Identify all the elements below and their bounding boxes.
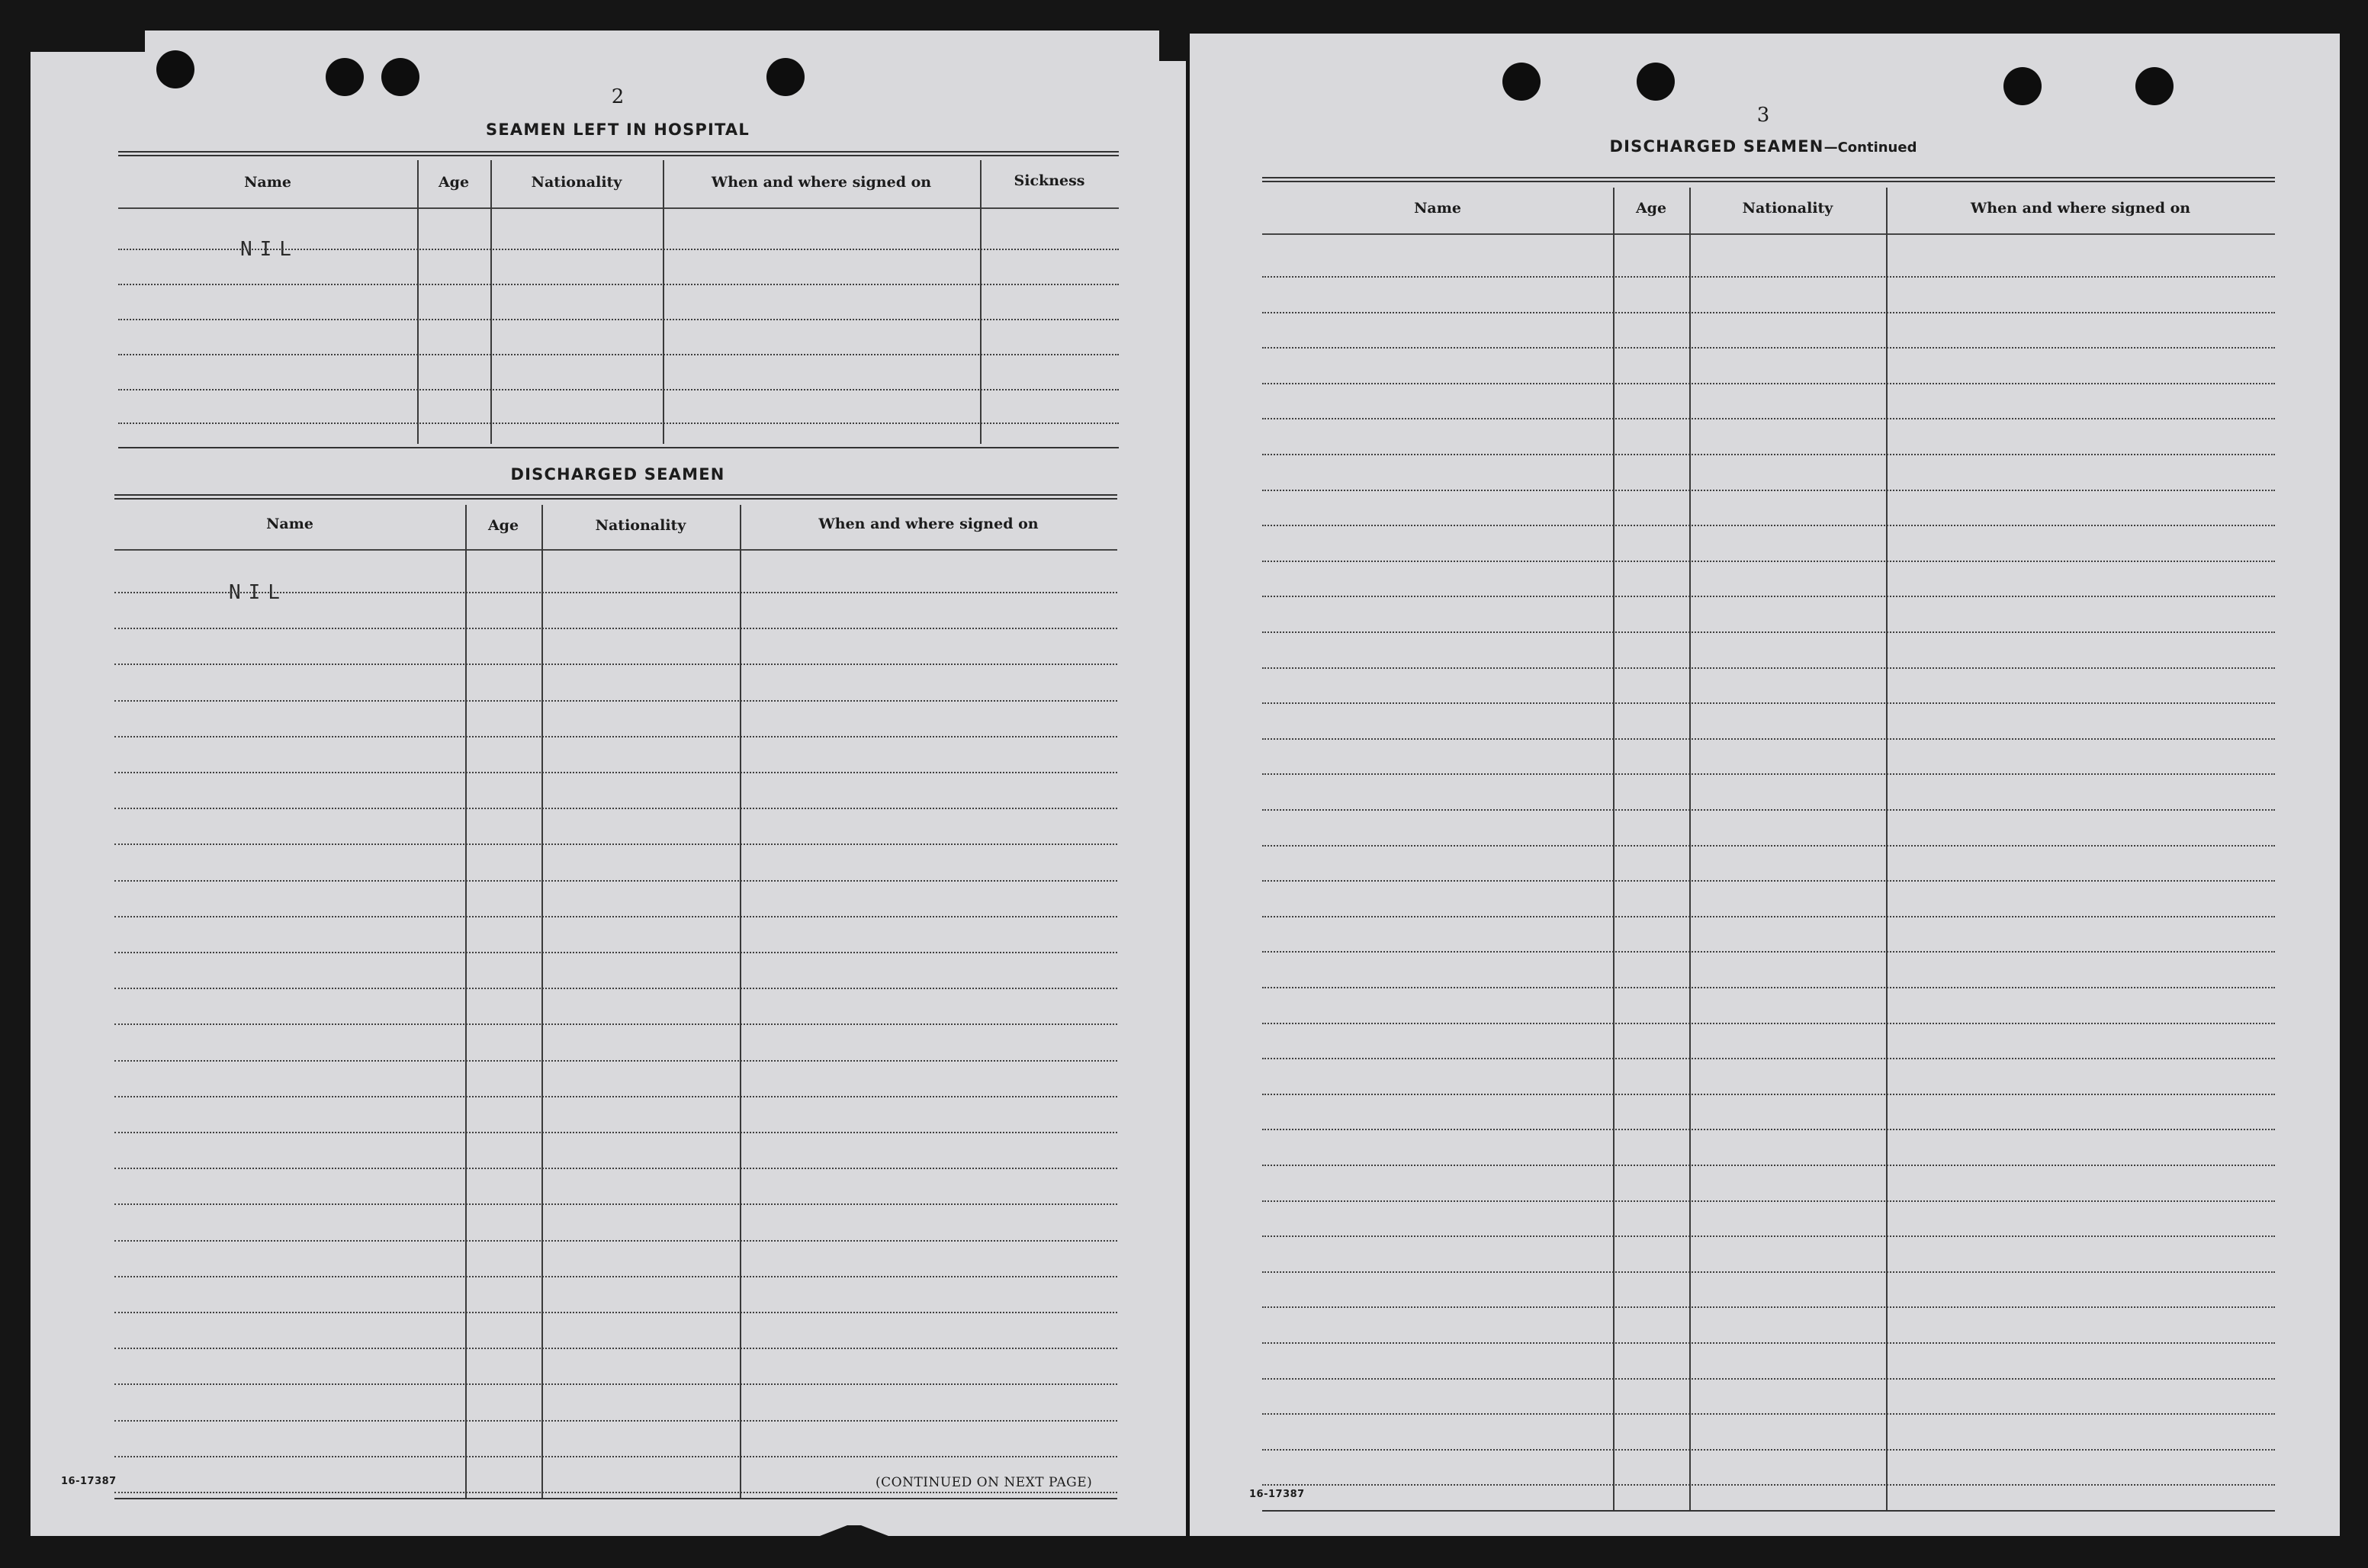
table-row bbox=[114, 1203, 1117, 1205]
discharged-table bbox=[114, 494, 1117, 1499]
table-row bbox=[1262, 702, 2275, 704]
section-title-suffix: —Continued bbox=[1823, 140, 1917, 156]
discharged-continued-table bbox=[1262, 177, 2275, 1512]
table-row bbox=[1262, 525, 2275, 526]
table-row bbox=[118, 423, 1119, 424]
table-row bbox=[1262, 347, 2275, 349]
table-bottom-rule bbox=[1262, 1510, 2275, 1512]
column-header-nationality: Nationality bbox=[595, 517, 686, 534]
torn-edge bbox=[1159, 31, 1186, 61]
table-row bbox=[1262, 1023, 2275, 1024]
table-row bbox=[114, 1132, 1117, 1133]
table-row bbox=[1262, 1449, 2275, 1451]
table-row bbox=[1262, 916, 2275, 917]
table-row bbox=[1262, 880, 2275, 882]
table-row bbox=[1262, 987, 2275, 988]
table-row bbox=[114, 843, 1117, 845]
table-row bbox=[1262, 561, 2275, 562]
table-row bbox=[1262, 490, 2275, 491]
binder-hole bbox=[2135, 67, 2174, 105]
table-row bbox=[1262, 1342, 2275, 1344]
table-row bbox=[1262, 1200, 2275, 1202]
column-header-signed-on: When and where signed on bbox=[818, 516, 1039, 532]
table-row bbox=[1262, 1271, 2275, 1273]
table-row bbox=[114, 1096, 1117, 1097]
column-header-signed-on: When and where signed on bbox=[711, 174, 932, 191]
table-row bbox=[1262, 454, 2275, 455]
table-row bbox=[114, 1276, 1117, 1277]
table-row bbox=[114, 628, 1117, 629]
continued-note: (CONTINUED ON NEXT PAGE) bbox=[876, 1475, 1093, 1490]
column-divider bbox=[1689, 188, 1691, 1510]
table-row bbox=[114, 1240, 1117, 1242]
column-divider bbox=[1886, 188, 1888, 1510]
table-row bbox=[1262, 773, 2275, 775]
section-title-discharged: DISCHARGED SEAMEN bbox=[510, 465, 725, 484]
right-page bbox=[1190, 34, 2340, 1536]
table-row bbox=[114, 1348, 1117, 1349]
table-row bbox=[118, 319, 1119, 320]
column-header-name: Name bbox=[1414, 200, 1461, 217]
binder-hole bbox=[766, 58, 805, 96]
entry-nil: NIL bbox=[229, 581, 288, 604]
table-row bbox=[118, 249, 1119, 250]
torn-edge bbox=[31, 31, 145, 52]
page-number: 3 bbox=[1756, 104, 1770, 127]
binder-hole bbox=[1637, 63, 1675, 101]
column-divider bbox=[490, 160, 492, 444]
table-row bbox=[114, 1060, 1117, 1062]
torn-edge bbox=[820, 1525, 888, 1536]
column-header-nationality: Nationality bbox=[531, 174, 622, 191]
table-row bbox=[1262, 596, 2275, 597]
page-number: 2 bbox=[611, 85, 625, 108]
form-number: 16-17387 bbox=[1249, 1489, 1305, 1500]
table-row bbox=[118, 284, 1119, 285]
table-top-rule bbox=[1262, 177, 2275, 182]
binder-hole bbox=[156, 50, 194, 88]
table-row bbox=[114, 1492, 1117, 1493]
column-header-signed-on: When and where signed on bbox=[1970, 200, 2191, 217]
table-row bbox=[114, 1023, 1117, 1025]
table-row bbox=[114, 916, 1117, 917]
column-header-nationality: Nationality bbox=[1742, 200, 1833, 217]
header-underline bbox=[1262, 233, 2275, 235]
hospital-table bbox=[118, 151, 1119, 450]
table-row bbox=[1262, 1058, 2275, 1059]
table-row bbox=[1262, 1094, 2275, 1095]
column-header-age: Age bbox=[1635, 200, 1667, 217]
column-divider bbox=[417, 160, 419, 444]
column-divider bbox=[663, 160, 664, 444]
table-row bbox=[114, 1168, 1117, 1169]
table-top-rule bbox=[118, 151, 1119, 156]
table-bottom-rule bbox=[114, 1498, 1117, 1499]
table-row bbox=[1262, 809, 2275, 811]
section-title-discharged-continued bbox=[1610, 137, 1917, 156]
table-row bbox=[1262, 1378, 2275, 1380]
table-row bbox=[114, 772, 1117, 773]
table-row bbox=[114, 592, 1117, 593]
column-header-name: Name bbox=[244, 174, 291, 191]
table-row bbox=[114, 736, 1117, 737]
table-row bbox=[114, 664, 1117, 665]
table-row bbox=[1262, 312, 2275, 313]
table-row bbox=[1262, 1484, 2275, 1486]
table-row bbox=[1262, 276, 2275, 278]
table-row bbox=[1262, 1413, 2275, 1415]
binder-hole bbox=[1502, 63, 1541, 101]
table-row bbox=[118, 354, 1119, 355]
left-page bbox=[31, 31, 1186, 1536]
table-row bbox=[1262, 738, 2275, 740]
table-row bbox=[1262, 845, 2275, 847]
column-header-age: Age bbox=[487, 517, 519, 534]
table-row bbox=[114, 1383, 1117, 1385]
table-row bbox=[114, 700, 1117, 702]
table-row bbox=[114, 880, 1117, 882]
table-row bbox=[1262, 383, 2275, 384]
table-top-rule bbox=[114, 494, 1117, 500]
header-underline bbox=[118, 207, 1119, 209]
table-row bbox=[114, 1312, 1117, 1313]
table-row bbox=[1262, 1235, 2275, 1237]
table-bottom-rule bbox=[118, 447, 1119, 448]
table-row bbox=[1262, 1165, 2275, 1166]
entry-nil: NIL bbox=[240, 238, 299, 261]
column-header-sickness: Sickness bbox=[1014, 172, 1085, 189]
table-row bbox=[114, 1420, 1117, 1422]
table-row bbox=[1262, 667, 2275, 669]
table-row bbox=[114, 988, 1117, 989]
column-divider bbox=[1613, 188, 1615, 1510]
column-divider bbox=[980, 160, 982, 444]
table-row bbox=[1262, 1129, 2275, 1130]
section-title-hospital: SEAMEN LEFT IN HOSPITAL bbox=[486, 120, 750, 139]
table-row bbox=[114, 952, 1117, 953]
column-header-age: Age bbox=[438, 174, 470, 191]
column-header-name: Name bbox=[266, 516, 313, 532]
table-row bbox=[1262, 951, 2275, 953]
section-title-text: DISCHARGED SEAMEN bbox=[1609, 137, 1824, 156]
table-row bbox=[114, 1456, 1117, 1457]
binder-hole bbox=[326, 58, 364, 96]
binder-hole bbox=[2003, 67, 2042, 105]
table-row bbox=[1262, 1306, 2275, 1308]
table-row bbox=[118, 389, 1119, 390]
table-row bbox=[1262, 418, 2275, 419]
header-underline bbox=[114, 549, 1117, 551]
binder-hole bbox=[381, 58, 419, 96]
table-row bbox=[114, 808, 1117, 809]
form-number: 16-17387 bbox=[61, 1476, 117, 1487]
table-row bbox=[1262, 631, 2275, 633]
